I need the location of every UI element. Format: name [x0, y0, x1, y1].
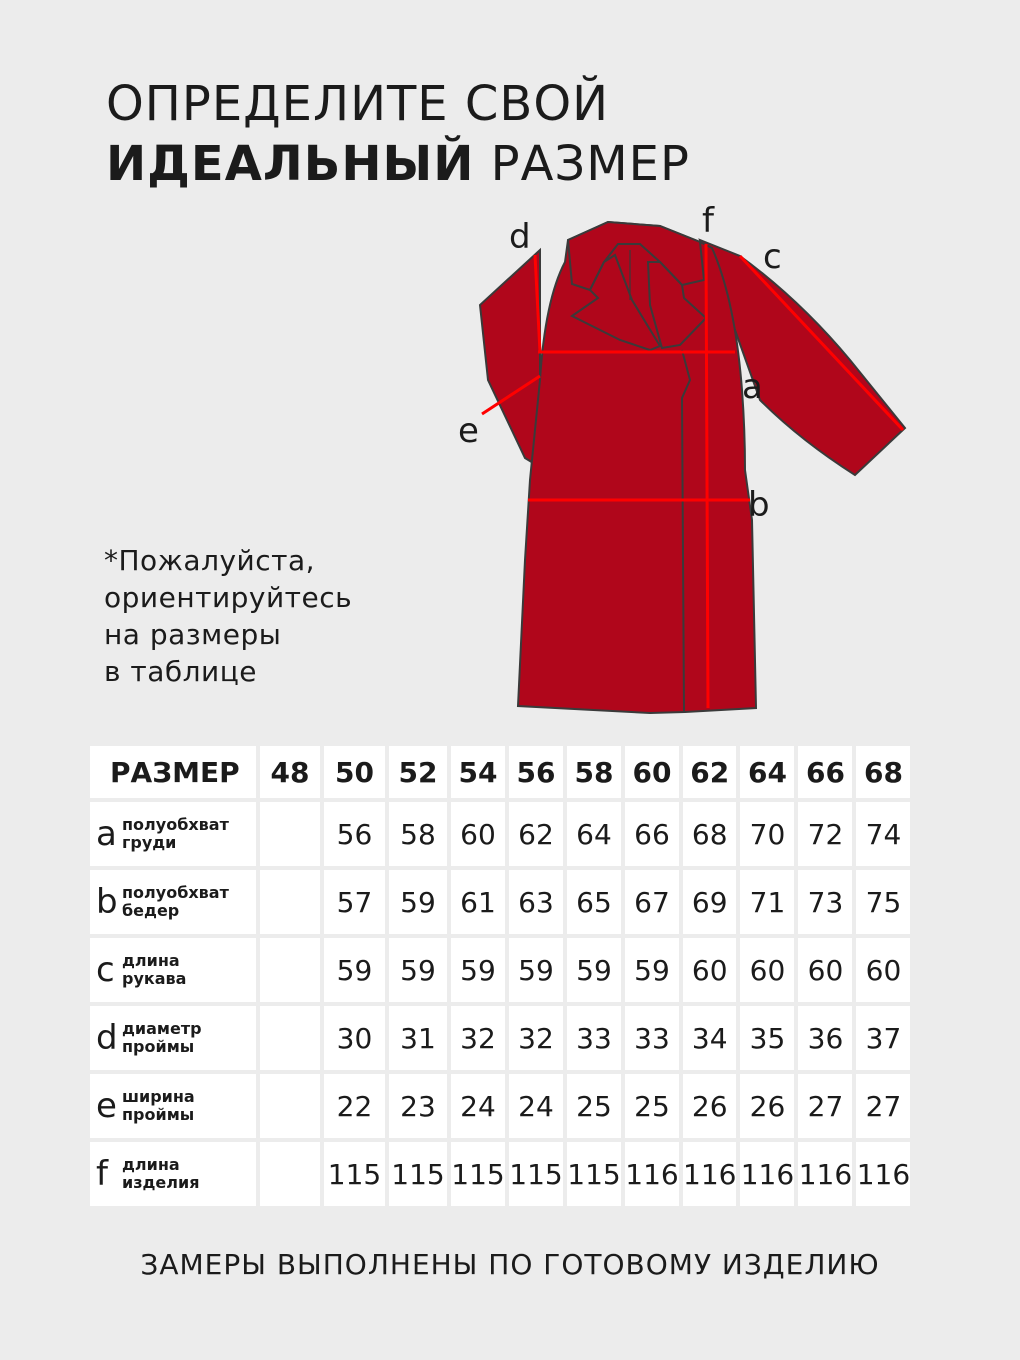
- value-cell: 116: [856, 1142, 910, 1206]
- value-cell: 60: [856, 938, 910, 1002]
- value-cell: 116: [740, 1142, 794, 1206]
- param-cell: [90, 1142, 256, 1206]
- value-cell: 70: [740, 802, 794, 866]
- value-cell: 66: [625, 802, 679, 866]
- value-cell: 69: [683, 870, 736, 934]
- param-desc: полуобхват груди: [122, 815, 229, 852]
- value-cell: 59: [567, 938, 621, 1002]
- param-desc: диаметр проймы: [122, 1019, 202, 1056]
- value-cell: 115: [324, 1142, 385, 1206]
- label-a: a: [742, 367, 763, 407]
- value-cell: 32: [509, 1006, 563, 1070]
- value-cell: [260, 1074, 320, 1138]
- param-letter: d: [96, 1018, 118, 1058]
- value-cell: [260, 802, 320, 866]
- value-cell: 60: [683, 938, 736, 1002]
- value-cell: 75: [856, 870, 910, 934]
- value-cell: 59: [389, 870, 447, 934]
- value-cell: 59: [509, 938, 563, 1002]
- measure-line-f: [706, 244, 708, 708]
- value-cell: 35: [740, 1006, 794, 1070]
- value-cell: 61: [451, 870, 505, 934]
- value-cell: 24: [451, 1074, 505, 1138]
- value-cell: 26: [683, 1074, 736, 1138]
- size-header-cell: 50: [324, 746, 385, 798]
- param-letter: c: [96, 950, 115, 990]
- value-cell: 57: [324, 870, 385, 934]
- value-cell: [260, 938, 320, 1002]
- param-desc: полуобхват бедер: [122, 883, 229, 920]
- value-cell: 115: [451, 1142, 505, 1206]
- param-desc: ширина проймы: [122, 1087, 195, 1124]
- value-cell: 116: [798, 1142, 852, 1206]
- size-header-cell: 58: [567, 746, 621, 798]
- value-cell: 56: [324, 802, 385, 866]
- table-row: [90, 938, 910, 1002]
- value-cell: 37: [856, 1006, 910, 1070]
- value-cell: 58: [389, 802, 447, 866]
- value-cell: 64: [567, 802, 621, 866]
- size-header-cell: 54: [451, 746, 505, 798]
- value-cell: 65: [567, 870, 621, 934]
- value-cell: 24: [509, 1074, 563, 1138]
- title-bold-word: ИДЕАЛЬНЫЙ: [106, 136, 475, 192]
- value-cell: 26: [740, 1074, 794, 1138]
- label-d: d: [509, 217, 531, 257]
- value-cell: 33: [567, 1006, 621, 1070]
- size-header-cell: 48: [260, 746, 320, 798]
- value-cell: [260, 870, 320, 934]
- size-header-cell: 52: [389, 746, 447, 798]
- value-cell: 71: [740, 870, 794, 934]
- size-header-label: РАЗМЕР: [90, 746, 256, 798]
- value-cell: 30: [324, 1006, 385, 1070]
- value-cell: 59: [451, 938, 505, 1002]
- value-cell: 59: [625, 938, 679, 1002]
- value-cell: 33: [625, 1006, 679, 1070]
- size-header-cell: 56: [509, 746, 563, 798]
- table-row: [90, 870, 910, 934]
- value-cell: 74: [856, 802, 910, 866]
- size-header-cell: 60: [625, 746, 679, 798]
- value-cell: 31: [389, 1006, 447, 1070]
- size-header-cell: 68: [856, 746, 910, 798]
- value-cell: 23: [389, 1074, 447, 1138]
- value-cell: [260, 1006, 320, 1070]
- param-cell: [90, 1074, 256, 1138]
- value-cell: 73: [798, 870, 852, 934]
- param-letter: a: [96, 814, 117, 854]
- table-row: [90, 1142, 910, 1206]
- value-cell: 115: [389, 1142, 447, 1206]
- value-cell: 34: [683, 1006, 736, 1070]
- table-row: [90, 802, 910, 866]
- param-letter: e: [96, 1086, 117, 1126]
- value-cell: 27: [856, 1074, 910, 1138]
- value-cell: 60: [451, 802, 505, 866]
- value-cell: 68: [683, 802, 736, 866]
- label-c: c: [763, 237, 782, 277]
- size-header-cell: 64: [740, 746, 794, 798]
- table-row: [90, 1006, 910, 1070]
- coat-body: [518, 222, 756, 713]
- param-desc: длина изделия: [122, 1155, 200, 1192]
- param-cell: [90, 870, 256, 934]
- table-row: [90, 1074, 910, 1138]
- param-cell: [90, 938, 256, 1002]
- value-cell: [260, 1142, 320, 1206]
- title-line-2: [106, 134, 690, 194]
- value-cell: 36: [798, 1006, 852, 1070]
- value-cell: 72: [798, 802, 852, 866]
- page-title: [106, 74, 690, 194]
- param-letter: b: [96, 882, 118, 922]
- value-cell: 116: [683, 1142, 736, 1206]
- size-header-row: [90, 746, 910, 798]
- size-table: [86, 742, 914, 1210]
- param-cell: [90, 1006, 256, 1070]
- value-cell: 60: [798, 938, 852, 1002]
- value-cell: 25: [567, 1074, 621, 1138]
- value-cell: 27: [798, 1074, 852, 1138]
- value-cell: 67: [625, 870, 679, 934]
- label-b: b: [748, 485, 770, 525]
- value-cell: 32: [451, 1006, 505, 1070]
- title-rest: РАЗМЕР: [474, 136, 690, 192]
- param-desc: длина рукава: [122, 951, 187, 988]
- coat-illustration: [480, 222, 905, 713]
- coat-diagram: [440, 195, 920, 725]
- size-note: *Пожалуйста, ориентируйтесь на размеры в таблице: [104, 544, 353, 688]
- value-cell: 22: [324, 1074, 385, 1138]
- footer-note: ЗАМЕРЫ ВЫПОЛНЕНЫ ПО ГОТОВОМУ ИЗДЕЛИЮ: [140, 1248, 880, 1281]
- value-cell: 116: [625, 1142, 679, 1206]
- param-cell: [90, 802, 256, 866]
- value-cell: 60: [740, 938, 794, 1002]
- value-cell: 115: [567, 1142, 621, 1206]
- value-cell: 115: [509, 1142, 563, 1206]
- value-cell: 25: [625, 1074, 679, 1138]
- value-cell: 59: [324, 938, 385, 1002]
- title-line-1: ОПРЕДЕЛИТЕ СВОЙ: [106, 76, 610, 132]
- value-cell: 62: [509, 802, 563, 866]
- label-f: f: [702, 201, 714, 241]
- value-cell: 63: [509, 870, 563, 934]
- size-header-cell: 62: [683, 746, 736, 798]
- value-cell: 59: [389, 938, 447, 1002]
- label-e: e: [458, 411, 479, 451]
- size-header-cell: 66: [798, 746, 852, 798]
- param-letter: f: [96, 1154, 108, 1194]
